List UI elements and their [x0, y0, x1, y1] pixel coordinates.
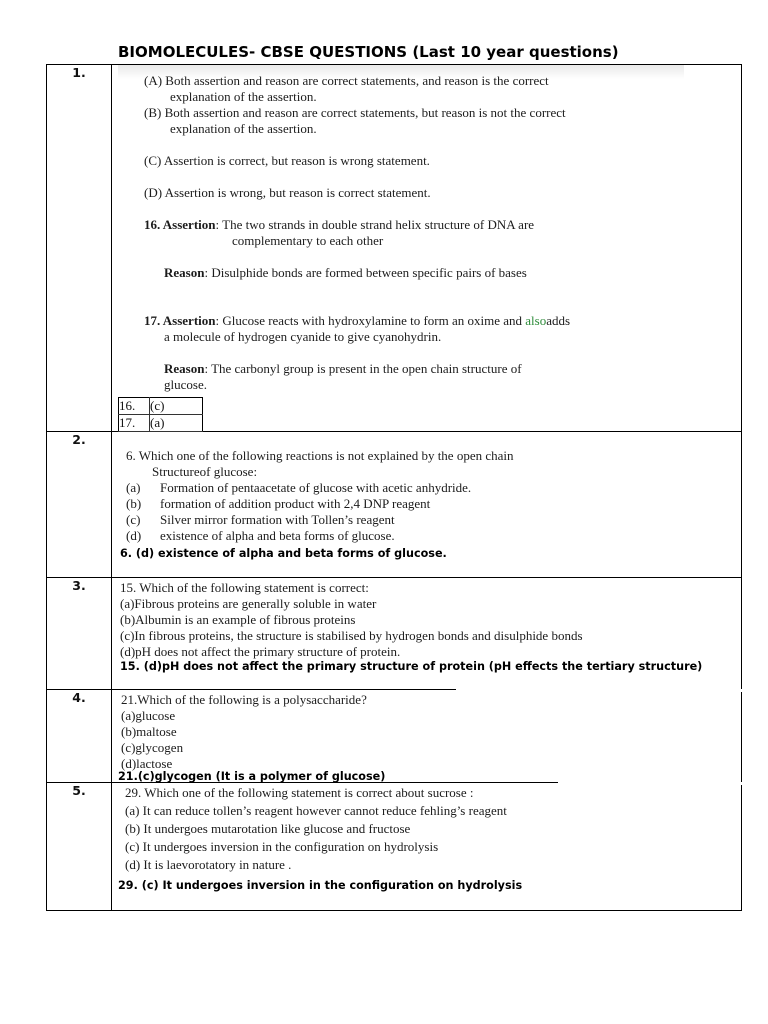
option-item	[126, 496, 686, 512]
answer-question: 16.	[119, 398, 150, 415]
answer-question: 17.	[119, 415, 150, 432]
q16-assertion	[144, 217, 674, 233]
answer-value: (c)	[150, 398, 203, 415]
option-c: (c) It undergoes inversion in the configuration on hydrolysis	[125, 839, 439, 854]
answer-text: 6. (d) existence of alpha and beta forms of glucose.	[120, 547, 447, 560]
option-b: (b)maltose	[121, 724, 177, 739]
row-number: 5.	[47, 783, 112, 911]
answer-text: 21.(c)glycogen (It is a polymer of glucose)	[118, 770, 386, 783]
answer-text: 29. (c) It undergoes inversion in the configuration on hydrolysis	[118, 879, 523, 892]
question-row-5	[47, 783, 742, 911]
option-key: (b)	[126, 496, 142, 511]
question-block	[121, 692, 561, 772]
question-cell	[112, 783, 742, 911]
question-row-1	[47, 65, 742, 432]
q16-label: 16. Assertion	[144, 217, 216, 232]
question-text: 29. Which one of the following statement is correct about sucrose :	[125, 785, 474, 800]
q17-assertion-text: : Glucose reacts with hydroxylamine to form an oxime and	[215, 313, 526, 328]
question-cell	[112, 690, 742, 783]
question-row-4	[47, 690, 742, 783]
question-text: 15. Which of the following statement is correct:	[120, 580, 369, 595]
option-item	[126, 528, 686, 544]
option-d: (d)pH does not affect the primary structure of protein.	[120, 644, 401, 659]
option-a: (A) Both assertion and reason are correct statements, and reason is the correct	[144, 73, 549, 88]
q17-assertion-cont: a molecule of hydrogen cyanide to give cyanohydrin.	[164, 329, 442, 344]
option-c: (c)glycogen	[121, 740, 184, 755]
question-text-cont: Structureof glucose:	[152, 464, 258, 479]
q17-reason-label: Reason	[164, 361, 205, 376]
option-b: (B) Both assertion and reason are correct statements, but reason is not the correct	[144, 105, 566, 120]
question-block	[125, 785, 575, 873]
row-number: 3.	[47, 578, 112, 690]
question-row-2	[47, 432, 742, 578]
option-text: formation of addition product with 2,4 DNP reagent	[160, 496, 431, 511]
option-text: Formation of pentaacetate of glucose with acetic anhydride.	[160, 480, 472, 495]
option-a-cont: explanation of the assertion.	[170, 89, 317, 104]
question-cell	[112, 578, 742, 690]
q16-reason	[144, 265, 674, 281]
row-number: 4.	[47, 690, 112, 783]
option-c: (C) Assertion is correct, but reason is wrong statement.	[144, 153, 430, 168]
option-key: (a)	[126, 480, 141, 495]
assertion-reason-block	[144, 73, 674, 393]
option-b: (b)Albumin is an example of fibrous proteins	[120, 612, 356, 627]
option-item	[126, 512, 686, 528]
answer-value: (a)	[150, 415, 203, 432]
question-row-3	[47, 578, 742, 690]
option-b: (b) It undergoes mutarotation like glucose and fructose	[125, 821, 411, 836]
option-d: (d)lactose	[121, 756, 173, 771]
option-d: (D) Assertion is wrong, but reason is correct statement.	[144, 185, 431, 200]
option-c: (c)In fibrous proteins, the structure is stabilised by hydrogen bonds and disulphide bonds	[120, 628, 583, 643]
questions-table	[46, 64, 742, 911]
option-key: (d)	[126, 528, 142, 543]
page-title: BIOMOLECULES- CBSE QUESTIONS (Last 10 year questions)	[118, 43, 619, 61]
question-cell	[112, 65, 742, 432]
option-a: (a)Fibrous proteins are generally soluble in water	[120, 596, 377, 611]
answer-text: 15. (d)pH does not affect the primary structure of protein (pH effects the tertiary structure)	[120, 660, 703, 673]
q16-reason-text: : Disulphide bonds are formed between specific pairs of bases	[204, 265, 527, 280]
option-text: Silver mirror formation with Tollen’s reagent	[160, 512, 395, 527]
q16-assertion-text: : The two strands in double strand helix structure of DNA are	[215, 217, 535, 232]
question-block	[120, 580, 690, 660]
option-item	[126, 480, 686, 496]
q17-reason	[144, 361, 674, 377]
option-text: existence of alpha and beta forms of glucose.	[160, 528, 395, 543]
answer-key-table	[118, 397, 203, 432]
question-block	[126, 448, 686, 544]
q17-label: 17. Assertion	[144, 313, 216, 328]
question-text: 21.Which of the following is a polysaccharide?	[121, 692, 367, 707]
answer-row	[119, 415, 203, 432]
q17-assertion-text-end: adds	[546, 313, 571, 328]
answer-row	[119, 398, 203, 415]
q16-assertion-cont: complementary to each other	[232, 233, 384, 248]
border-gap	[558, 782, 746, 785]
row-number: 1.	[47, 65, 112, 432]
option-b-cont: explanation of the assertion.	[170, 121, 317, 136]
q17-highlight: also	[525, 313, 547, 328]
option-a: (a)glucose	[121, 708, 176, 723]
question-text: 6. Which one of the following reactions is not explained by the open chain	[126, 448, 514, 463]
option-key: (c)	[126, 512, 141, 527]
q17-reason-cont: glucose.	[164, 377, 207, 392]
option-d: (d) It is laevorotatory in nature .	[125, 857, 292, 872]
q17-reason-text: : The carbonyl group is present in the open chain structure of	[204, 361, 522, 376]
q16-reason-label: Reason	[164, 265, 205, 280]
row-number: 2.	[47, 432, 112, 578]
option-a: (a) It can reduce tollen’s reagent however cannot reduce fehling’s reagent	[125, 803, 507, 818]
q17-assertion	[144, 313, 674, 329]
question-cell	[112, 432, 742, 578]
